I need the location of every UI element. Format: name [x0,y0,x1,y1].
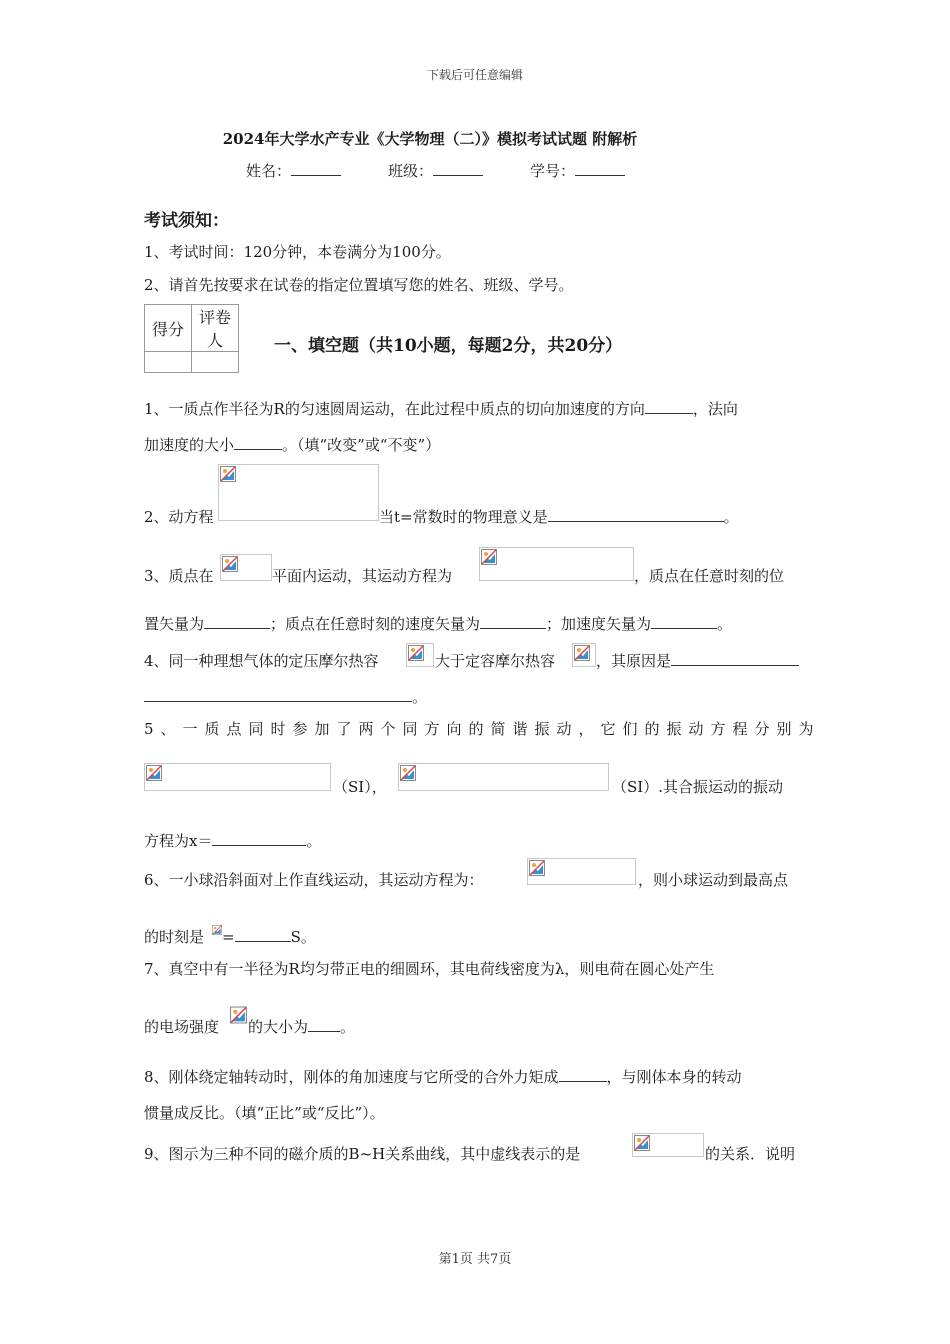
q2-text: 当t=常数时的物理意义是 [379,508,548,526]
q8-blank [559,1067,607,1082]
broken-image-icon [574,645,590,661]
question-7-text [248,1016,355,1037]
q4-blank [144,687,412,702]
q1-text: 。（填“改变”或“不变”） [282,436,441,454]
broken-image-icon [481,549,497,565]
question-6-text [144,869,484,890]
question-4-text [435,650,555,671]
question-2-text [379,506,739,527]
equation-image [211,920,220,940]
grader-header: 评卷人 [192,305,239,352]
notice-heading: 考试须知： [144,211,229,231]
equation-image [632,1133,704,1157]
question-6-text [222,926,316,947]
question-8-line-1 [144,1066,742,1087]
name-field [246,160,341,181]
page-title: 2024年大学水产专业《大学物理（二）》模拟考试试题 附解析 [222,130,638,148]
broken-image-icon [634,1135,650,1151]
question-4-text [596,650,799,671]
equation-image [220,554,272,581]
q2-text: 。 [723,508,739,526]
id-blank [575,161,625,176]
question-3-text [144,565,214,586]
q3-text: 置矢量为 [144,615,205,633]
q8-text: 惯量成反比。（填“正比”或“反比”）。 [144,1104,385,1122]
q3-text: ，质点在任意时刻的位 [634,567,785,585]
question-6-text [638,869,788,890]
broken-image-icon [408,645,424,661]
q5-blank [212,831,306,846]
q4-text: 。 [412,688,428,706]
question-5-text [333,776,387,797]
notice-item: 2、请首先按要求在试卷的指定位置填写您的姓名、班级、学号。 [144,276,574,294]
equation-image [406,643,434,667]
question-6-text [144,926,204,947]
question-4-text [144,650,379,671]
q4-text: 大于定容摩尔热容 [435,652,556,670]
q1-text: 1、一质点作半径为R的匀速圆周运动，在此过程中质点的切向加速度的方向 [144,400,645,418]
id-label: 学号： [530,162,576,180]
q2-text: 2、动方程 [144,508,214,526]
question-1-line-2 [144,434,440,455]
q4-text: ，其原因是 [596,652,672,670]
broken-image-icon [529,860,545,876]
q7-text: 的电场强度 [144,1018,220,1036]
q6-text: = [222,928,235,946]
score-table [144,304,239,373]
broken-image-icon [212,921,222,939]
section-title: 一、填空题（共10小题，每题2分，共20分） [274,336,623,356]
question-4-line-2 [144,686,427,707]
q9-text: 9、图示为三种不同的磁介质的B~H关系曲线，其中虚线表示的是 [144,1145,581,1163]
q7-text: 7、真空中有一半径为R均匀带正电的细圆环，其电荷线密度为λ，则电荷在圆心处产生 [144,960,715,978]
score-header: 得分 [145,305,192,352]
broken-image-icon [400,765,416,781]
q1-blank [645,399,693,414]
notice-item: 1、考试时间：120分钟，本卷满分为100分。 [144,243,451,261]
question-3-text [634,565,784,586]
q2-blank [548,507,724,522]
grader-cell [192,352,239,373]
q5-text: 5、一质点同时参加了两个同方向的简谐振动，它们的振动方程分别为 [144,720,821,738]
broken-image-icon [222,556,238,572]
question-8-line-2 [144,1102,385,1123]
equation-image [218,464,379,521]
q5-text: 。 [306,832,322,850]
q6-text: 6、一小球沿斜面对上作直线运动，其运动方程为： [144,871,484,889]
q8-text: ，与刚体本身的转动 [606,1068,742,1086]
name-label: 姓名： [246,162,292,180]
class-label: 班级： [388,162,434,180]
q1-blank [234,435,282,450]
id-field [530,160,625,181]
q5-text: （SI）.其合振运动的振动 [612,778,783,796]
q6-text: S。 [290,928,316,946]
question-3-text [272,565,452,586]
q1-text: 加速度的大小 [144,436,235,454]
equation-image [527,858,636,885]
q5-text: 方程为x＝ [144,832,213,850]
equation-image [229,1004,246,1026]
q7-blank [308,1017,340,1032]
broken-image-icon [230,1005,247,1025]
question-5-line-1 [144,718,821,739]
page-footer: 第1页 共7页 [438,1252,512,1267]
q8-text: 8、刚体绕定轴转动时，刚体的角加速度与它所受的合外力矩成 [144,1068,559,1086]
q3-text: 。 [717,615,733,633]
equation-image [479,547,634,581]
q6-blank [235,927,291,942]
q6-text: 的时刻是 [144,928,205,946]
q5-text: （SI）， [333,778,387,796]
q7-text: 的大小为 [248,1018,309,1036]
class-blank [433,161,483,176]
q4-blank [671,651,799,666]
score-cell [145,352,192,373]
q3-text: 平面内运动，其运动方程为 [272,567,453,585]
q7-text: 。 [340,1018,356,1036]
q3-text: ；加速度矢量为 [546,615,652,633]
equation-image [398,763,609,791]
broken-image-icon [220,466,236,482]
equation-image [144,763,331,791]
q4-text: 4、同一种理想气体的定压摩尔热容 [144,652,379,670]
q3-blank [651,614,717,629]
q3-text: 3、质点在 [144,567,214,585]
q9-text: 的关系．说明 [705,1145,796,1163]
question-7-line-1 [144,958,714,979]
question-5-line-3 [144,830,321,851]
question-1-line-1 [144,398,738,419]
q6-text: ，则小球运动到最高点 [638,871,789,889]
question-2-text [144,506,214,527]
q1-text: ，法向 [692,400,738,418]
header-note: 下载后可任意编辑 [426,68,523,82]
name-blank [291,161,341,176]
q3-blank [204,614,270,629]
question-3-line-2 [144,613,732,634]
question-7-text [144,1016,219,1037]
broken-image-icon [146,765,162,781]
question-5-text [612,776,783,797]
equation-image [572,643,596,667]
q3-text: ；质点在任意时刻的速度矢量为 [270,615,481,633]
question-9-text [144,1143,580,1164]
q3-blank [480,614,546,629]
question-9-text [705,1143,795,1164]
class-field [388,160,483,181]
